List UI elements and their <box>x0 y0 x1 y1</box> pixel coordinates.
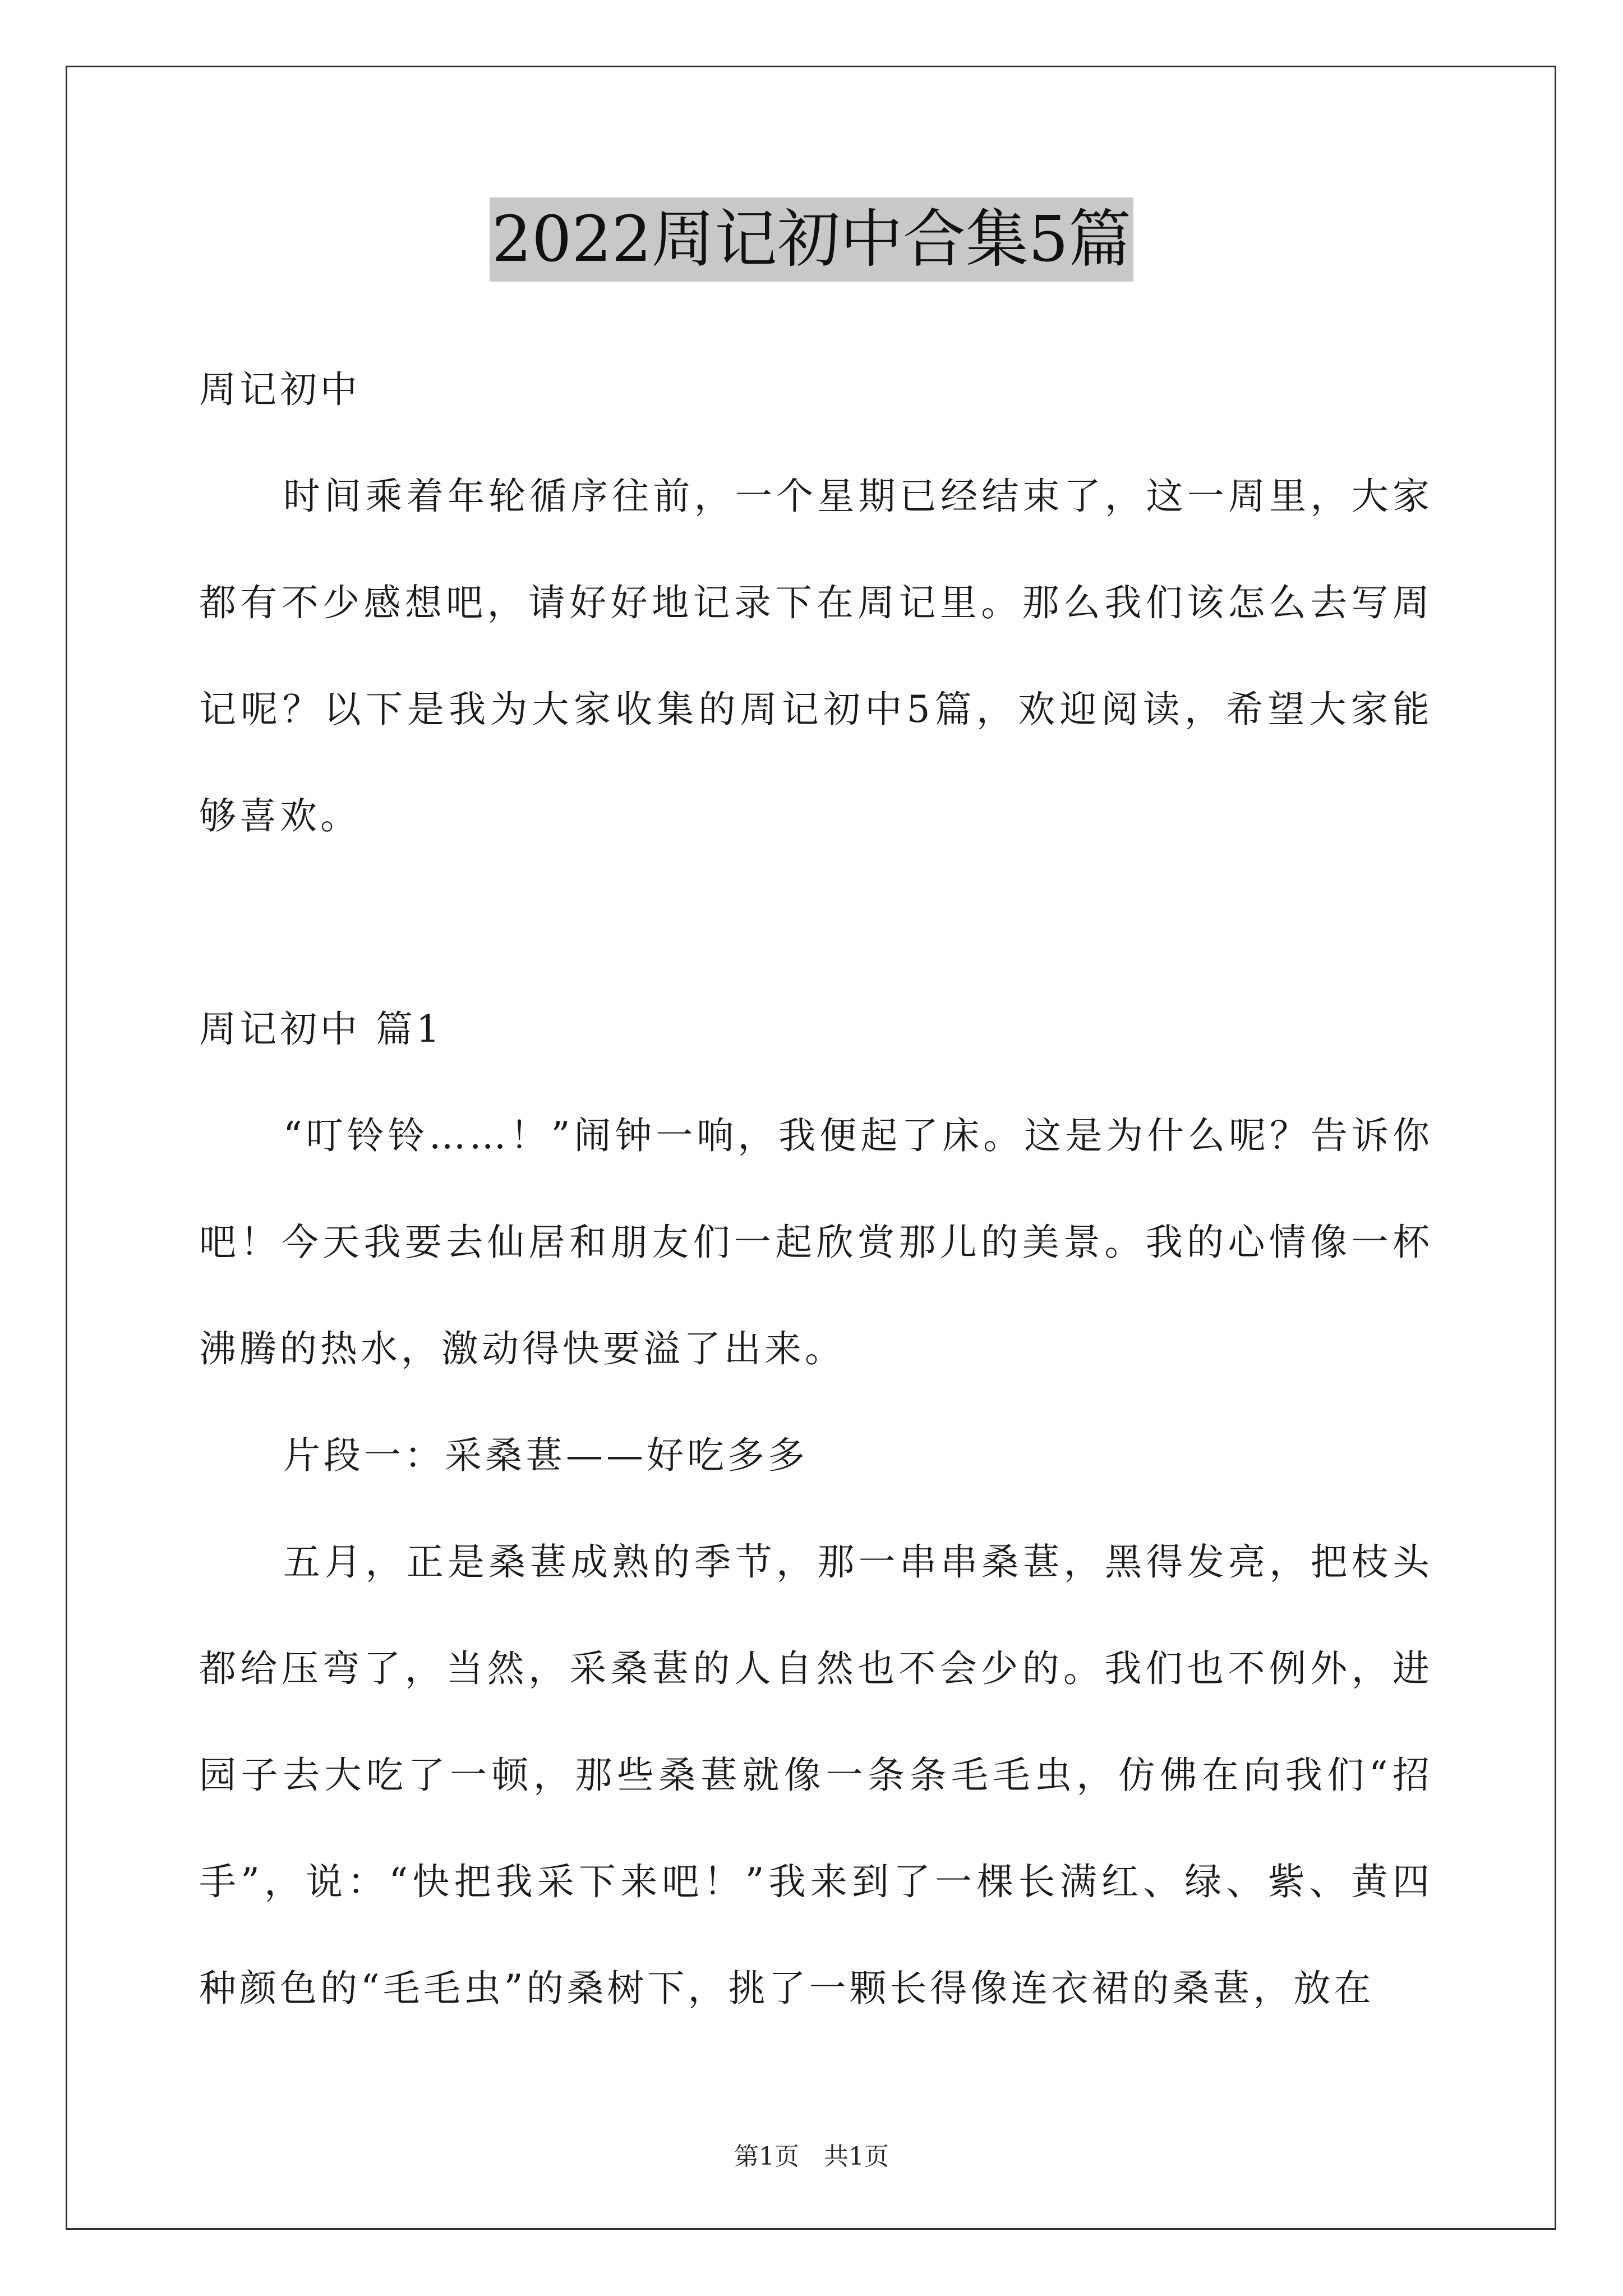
section1-paragraph-2: 片段一：采桑葚——好吃多多 <box>283 1434 808 1477</box>
page-footer: 第1页 共1页 <box>734 2142 889 2171</box>
document-title: 2022周记初中合集5篇 <box>490 197 1133 282</box>
intro-heading: 周记初中 <box>199 368 361 411</box>
section-spacer <box>199 869 1433 976</box>
document-body <box>199 337 1433 2042</box>
intro-paragraph: 时间乘着年轮循序往前，一个星期已经结束了，这一周里，大家都有不少感想吧，请好好地记录下在周记里。那么我们该怎么去写周记呢？以下是我为大家收集的周记初中5篇，欢迎阅读，希望大家能够喜欢。 <box>199 475 1433 838</box>
section1-heading: 周记初中 篇1 <box>199 1007 443 1051</box>
section1-paragraph-1: “叮铃铃……！”闹钟一响，我便起了床。这是为什么呢？告诉你吧！今天我要去仙居和朋友们一起欣赏那儿的美景。我的心情像一杯沸腾的热水，激动得快要溢了出来。 <box>199 1114 1433 1370</box>
title-wrap <box>0 197 1623 282</box>
section1-paragraph-3: 五月，正是桑葚成熟的季节，那一串串桑葚，黑得发亮，把枝头都给压弯了，当然，采桑葚的人自然也不会少的。我们也不例外，进园子去大吃了一顿，那些桑葚就像一条条毛毛虫，仿佛在向我们“招手”，说：“快把我采下来吧！”我来到了一棵长满红、绿、紫、黄四种颜色的“毛毛虫”的桑树下，挑了一颗长得像连衣裙的桑葚，放在 <box>199 1540 1433 2010</box>
